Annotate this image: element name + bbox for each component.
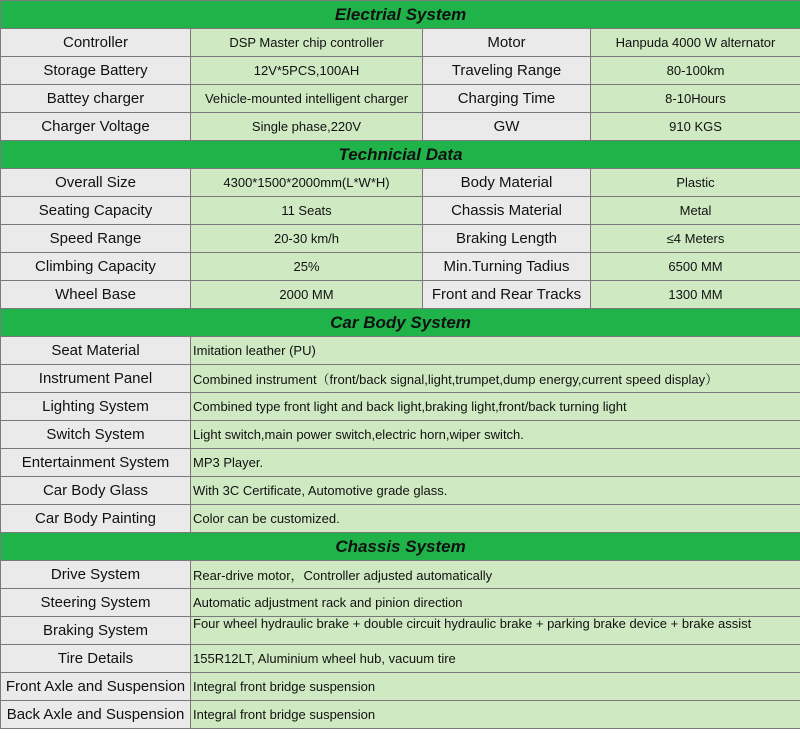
spec-table-body — [1, 1, 800, 729]
spec-label: Traveling Range — [423, 57, 591, 85]
spec-label: Back Axle and Suspension — [1, 701, 191, 729]
spec-value: 25% — [191, 253, 423, 281]
table-row — [1, 561, 800, 589]
table-row — [1, 645, 800, 673]
table-row — [1, 393, 800, 421]
spec-label: Braking Length — [423, 225, 591, 253]
spec-label: Speed Range — [1, 225, 191, 253]
spec-value: Vehicle-mounted intelligent charger — [191, 85, 423, 113]
section-title-chassis-system: Chassis System — [1, 533, 800, 561]
spec-value: 80-100km — [591, 57, 800, 85]
spec-label: Seat Material — [1, 337, 191, 365]
table-row — [1, 505, 800, 533]
spec-label: Wheel Base — [1, 281, 191, 309]
spec-label: Overall Size — [1, 169, 191, 197]
spec-label: Steering System — [1, 589, 191, 617]
spec-value: 12V*5PCS,100AH — [191, 57, 423, 85]
spec-value: Single phase,220V — [191, 113, 423, 141]
spec-label: Battey charger — [1, 85, 191, 113]
spec-value: Metal — [591, 197, 800, 225]
spec-description: Automatic adjustment rack and pinion direction — [191, 589, 800, 617]
spec-value: 4300*1500*2000mm(L*W*H) — [191, 169, 423, 197]
spec-label: Entertainment System — [1, 449, 191, 477]
spec-label: Chassis Material — [423, 197, 591, 225]
table-row — [1, 701, 800, 729]
spec-value: Plastic — [591, 169, 800, 197]
spec-label: Charging Time — [423, 85, 591, 113]
spec-label: Front and Rear Tracks — [423, 281, 591, 309]
table-row — [1, 617, 800, 645]
spec-description: Integral front bridge suspension — [191, 673, 800, 701]
spec-label: Min.Turning Tadius — [423, 253, 591, 281]
section-title-car-body-system: Car Body System — [1, 309, 800, 337]
spec-description: With 3C Certificate, Automotive grade glass. — [191, 477, 800, 505]
table-row — [1, 421, 800, 449]
spec-value: Hanpuda 4000 W alternator — [591, 29, 800, 57]
spec-description: Combined type front light and back light,braking light,front/back turning light — [191, 393, 800, 421]
spec-label: Braking System — [1, 617, 191, 645]
section-title-electrial-system: Electrial System — [1, 1, 800, 29]
spec-label: Body Material — [423, 169, 591, 197]
spec-description: MP3 Player. — [191, 449, 800, 477]
spec-label: Drive System — [1, 561, 191, 589]
spec-label: Car Body Glass — [1, 477, 191, 505]
spec-value: 910 KGS — [591, 113, 800, 141]
spec-value: 2000 MM — [191, 281, 423, 309]
table-row — [1, 85, 800, 113]
spec-label: Car Body Painting — [1, 505, 191, 533]
spec-value: 1300 MM — [591, 281, 800, 309]
spec-label: Controller — [1, 29, 191, 57]
spec-description: Imitation leather (PU) — [191, 337, 800, 365]
section-header-row — [1, 533, 800, 561]
table-row — [1, 281, 800, 309]
table-row — [1, 29, 800, 57]
spec-label: Storage Battery — [1, 57, 191, 85]
table-row — [1, 113, 800, 141]
spec-label: Charger Voltage — [1, 113, 191, 141]
spec-description: Light switch,main power switch,electric horn,wiper switch. — [191, 421, 800, 449]
table-row — [1, 449, 800, 477]
spec-label: Switch System — [1, 421, 191, 449]
table-row — [1, 57, 800, 85]
spec-value: 6500 MM — [591, 253, 800, 281]
spec-description: 155R12LT, Aluminium wheel hub, vacuum tire — [191, 645, 800, 673]
spec-description: Four wheel hydraulic brake + double circuit hydraulic brake + parking brake device + brake assist — [191, 617, 800, 645]
table-row — [1, 589, 800, 617]
spec-label: Front Axle and Suspension — [1, 673, 191, 701]
table-row — [1, 477, 800, 505]
table-row — [1, 197, 800, 225]
spec-label: Climbing Capacity — [1, 253, 191, 281]
spec-value: 8-10Hours — [591, 85, 800, 113]
spec-label: GW — [423, 113, 591, 141]
table-row — [1, 337, 800, 365]
spec-description: Rear-drive motor，Controller adjusted automatically — [191, 561, 800, 589]
section-header-row — [1, 309, 800, 337]
table-row — [1, 253, 800, 281]
spec-label: Seating Capacity — [1, 197, 191, 225]
spec-description: Color can be customized. — [191, 505, 800, 533]
spec-label: Motor — [423, 29, 591, 57]
table-row — [1, 673, 800, 701]
spec-label: Instrument Panel — [1, 365, 191, 393]
spec-description: Integral front bridge suspension — [191, 701, 800, 729]
spec-description: Combined instrument（front/back signal,light,trumpet,dump energy,current speed display） — [191, 365, 800, 393]
table-row — [1, 225, 800, 253]
spec-value: 11 Seats — [191, 197, 423, 225]
table-row — [1, 169, 800, 197]
table-row — [1, 365, 800, 393]
spec-value: DSP Master chip controller — [191, 29, 423, 57]
section-header-row — [1, 1, 800, 29]
section-title-technicial-data: Technicial Data — [1, 141, 800, 169]
spec-value: ≤4 Meters — [591, 225, 800, 253]
spec-label: Lighting System — [1, 393, 191, 421]
spec-label: Tire Details — [1, 645, 191, 673]
spec-value: 20-30 km/h — [191, 225, 423, 253]
section-header-row — [1, 141, 800, 169]
